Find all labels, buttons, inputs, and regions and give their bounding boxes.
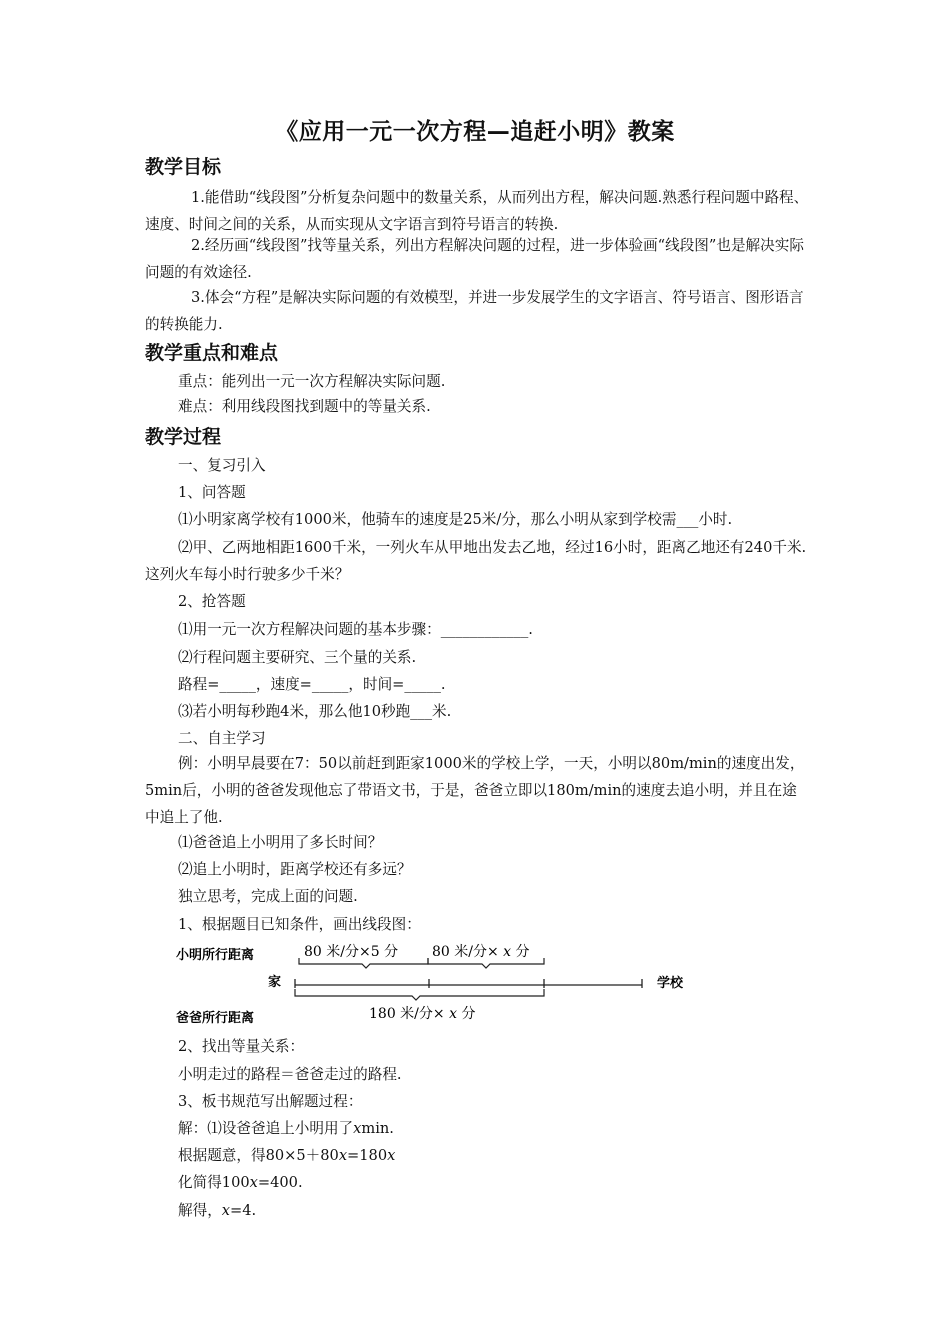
quick-answer-title: 2、抢答题 xyxy=(178,593,246,610)
quick-question-2: ⑵行程问题主要研究、三个量的关系. xyxy=(178,649,417,666)
solution-line-2: 根据题意，得80×5＋80x=180x xyxy=(178,1147,396,1164)
quick-question-1: ⑴用一元一次方程解决问题的基本步骤：____________. xyxy=(178,621,533,638)
question-1: ⑴小明家离学校有1000米，他骑车的速度是25米/分，那么小明从家到学校需___小时. xyxy=(178,511,733,528)
segment-1-expression: 80 米/分×5 分 xyxy=(304,944,399,960)
travel-formula: 路程=_____，速度=_____，时间=_____. xyxy=(178,676,446,693)
segment-2-expression: 80 米/分× x 分 xyxy=(432,944,530,960)
example-question-1: ⑴爸爸追上小明用了多长时间？ xyxy=(178,834,383,851)
example-question-2: ⑵追上小明时，距离学校还有多远？ xyxy=(178,861,412,878)
step-1: 1、根据题目已知条件，画出线段图： xyxy=(178,916,421,933)
goals-heading: 教学目标 xyxy=(145,156,222,178)
key-points-heading: 教学重点和难点 xyxy=(145,342,279,364)
question-2: ⑵甲、乙两地相距1600千米，一列火车从甲地出发去乙地，经过16小时，距离乙地还有240千米.这列火车每小时行驶多少千米？ xyxy=(145,539,807,583)
xiaoming-distance-label: 小明所行距离 xyxy=(176,948,255,963)
key-point: 重点：能列出一元一次方程解决实际问题. xyxy=(178,373,446,390)
think-prompt: 独立思考，完成上面的问题. xyxy=(178,888,358,905)
dad-distance-label: 爸爸所行距离 xyxy=(176,1011,255,1026)
example-problem: 例：小明早晨要在7：50以前赶到距家1000米的学校上学，一天，小明以80m/min的速度出发，5min后，小明的爸爸发现他忘了带语文书，于是，爸爸立即以180m/min的速度去追小明，并且在途中追上了他. xyxy=(145,755,805,826)
step-2: 2、找出等量关系： xyxy=(178,1038,305,1055)
school-label: 学校 xyxy=(657,976,684,991)
solution-line-1: 解：⑴设爸爸追上小明用了xmin. xyxy=(178,1120,394,1137)
quick-question-3: ⑶若小明每秒跑4米，那么他10秒跑___米. xyxy=(178,703,452,720)
line-segment-diagram xyxy=(172,938,702,1034)
step-3: 3、板书规范写出解题过程： xyxy=(178,1093,363,1110)
solution-line-4: 解得，x=4. xyxy=(178,1202,257,1219)
process-heading: 教学过程 xyxy=(145,426,222,448)
qa-title: 1、问答题 xyxy=(178,484,246,501)
equal-relation: 小明走过的路程＝爸爸走过的路程. xyxy=(178,1066,402,1083)
page-title: 《应用一元一次方程—追赶小明》教案 xyxy=(275,119,675,145)
goal-1: 1.能借助“线段图”分析复杂问题中的数量关系，从而列出方程，解决问题.熟悉行程问题中路程、速度、时间之间的关系，从而实现从文字语言到符号语言的转换. xyxy=(145,189,809,233)
goal-3: 3.体会“方程”是解决实际问题的有效模型，并进一步发展学生的文字语言、符号语言、图形语言的转换能力. xyxy=(145,289,804,333)
home-label: 家 xyxy=(268,975,282,990)
dad-expression: 180 米/分× x 分 xyxy=(369,1006,476,1022)
part-2-heading: 二、自主学习 xyxy=(178,730,266,747)
solution-line-3: 化简得100x=400. xyxy=(178,1174,303,1191)
goal-2: 2.经历画“线段图”找等量关系，列出方程解决问题的过程，进一步体验画“线段图”也是解决实际问题的有效途径. xyxy=(145,237,804,281)
difficulty-point: 难点：利用线段图找到题中的等量关系. xyxy=(178,398,431,415)
part-1-heading: 一、复习引入 xyxy=(178,457,266,474)
brace-dad xyxy=(295,989,544,1000)
